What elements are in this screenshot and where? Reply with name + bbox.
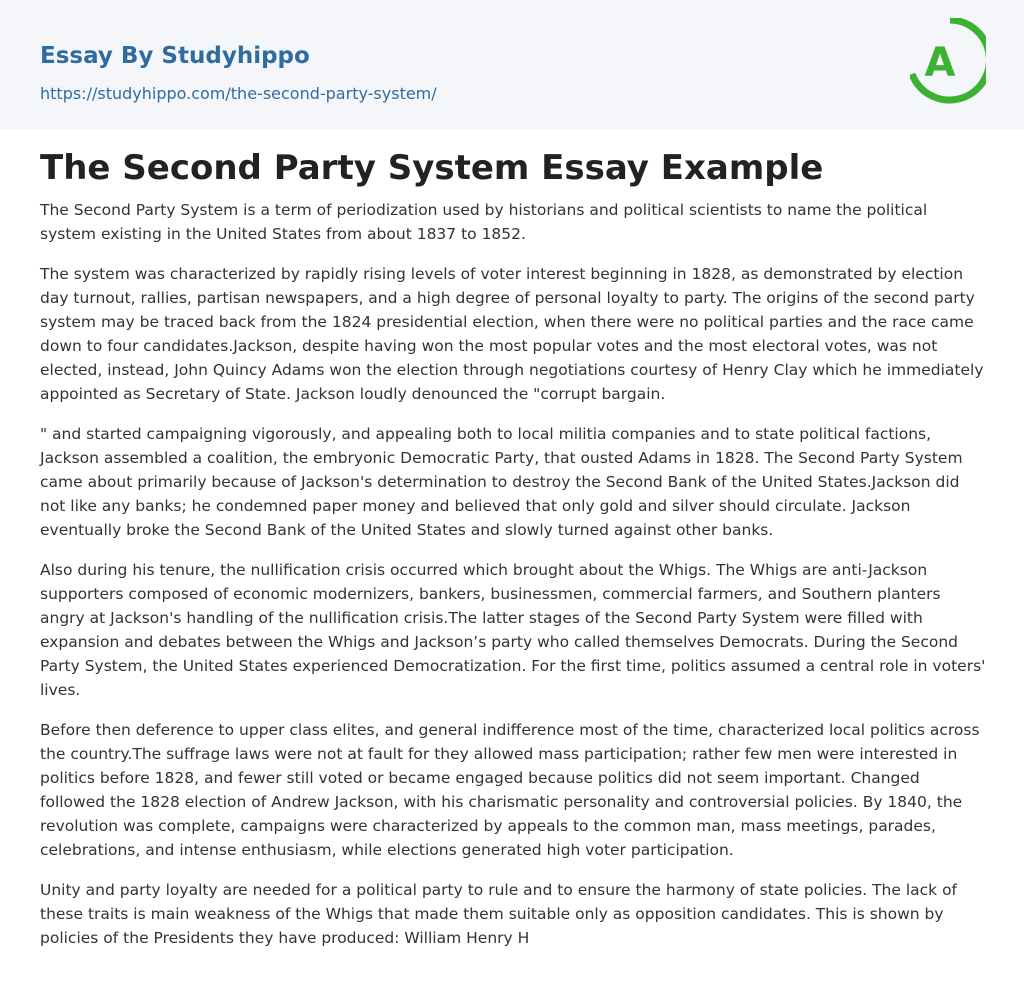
essay-paragraph-2: The system was characterized by rapidly rising levels of voter interest beginning in 1828, as demonstrated by election day turnout, rallies, partisan newspapers, and a high degree of personal loyalty to party. The origins of the second party system may be traced back from the 1824 presidential election, when there were no political parties and the race came down to four candidates.Jackson, despite having won the most popular votes and the most electoral votes, was not elected, instead, John Quincy Adams won the election through negotiations courtesy of Henry Clay which he immediately appointed as Secretary of State. Jackson loudly denounced the "corrupt bargain. [40,265,984,403]
essay-paragraph-1: The Second Party System is a term of periodization used by historians and political scientists to name the political system existing in the United States from about 1837 to 1852. [40,201,928,243]
essay-content [40,147,988,966]
page-url-link[interactable]: https://studyhippo.com/the-second-party-system/ [40,84,437,103]
essay-paragraph-3: " and started campaigning vigorously, and appealing both to local militia companies and to state political factions, Jackson assembled a coalition, the embryonic Democratic Party, that ousted Adams in 1828. The Second Party System came about primarily because of Jackson's determination to destroy the Second Bank of the United States.Jackson did not like any banks; he condemned paper money and believed that only gold and silver should circulate. Jackson eventually broke the Second Bank of the United States and slowly turned against other banks. [40,425,963,539]
essay-paragraph-6: Unity and party loyalty are needed for a political party to rule and to ensure the harmony of state policies. The lack of these traits is main weakness of the Whigs that made them suitable only as opposition candidates. This is shown by policies of the Presidents they have produced: William Henry H [40,881,958,947]
circle-a-logo-icon[interactable] [910,18,986,106]
essay-paragraph-5: Before then deference to upper class elites, and general indifference most of the time, characterized local politics across the country.The suffrage laws were not at fault for they allowed mass participation; rather few men were interested in politics before 1828, and fewer still voted or became engaged because politics did not seem important. Changed followed the 1828 election of Andrew Jackson, with his charismatic personality and controversial policies. By 1840, the revolution was complete, campaigns were characterized by appeals to the common man, mass meetings, parades, celebrations, and intense enthusiasm, while elections generated high voter participation. [40,721,980,859]
site-title[interactable]: Essay By Studyhippo [40,43,310,69]
logo-letter: A [924,40,956,86]
essay-title: The Second Party System Essay Example [40,148,824,188]
site-header [0,0,1024,129]
essay-paragraph-4: Also during his tenure, the nullification crisis occurred which brought about the Whigs. The Whigs are anti-Jackson supporters composed of economic modernizers, bankers, businessmen, commercial farmers, and Southern planters angry at Jackson's handling of the nullification crisis.The latter stages of the Second Party System were filled with expansion and debates between the Whigs and Jackson’s party who called themselves Democrats. During the Second Party System, the United States experienced Democratization. For the first time, politics assumed a central role in voters' lives. [40,561,986,699]
